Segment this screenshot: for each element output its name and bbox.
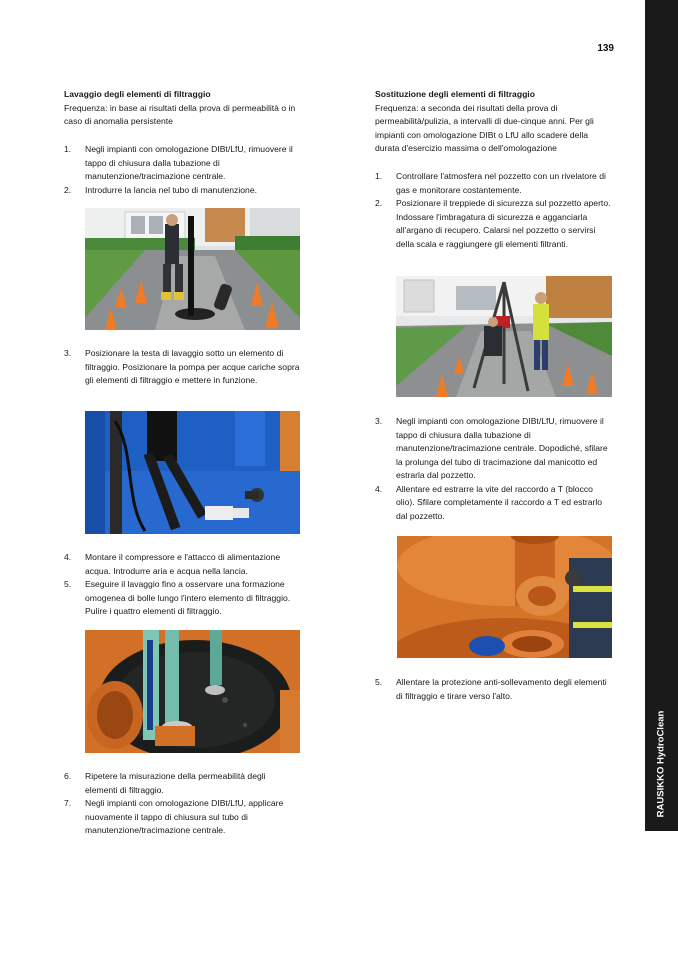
photo-flushing-elements [85, 630, 300, 753]
list-item: 3. Negli impianti con omologazione DIBt/LfU, rimuovere il tappo di chiusura dalla tubazione di manutenzione/tracimazione centrale. Dopodiché, sfilare la prolunga del tubo di tracimazione dal manicotto ed estrarla dal pozzetto. [375, 416, 608, 480]
side-tab-label: RAUSIKKO HydroClean [655, 710, 667, 818]
side-tab [645, 0, 678, 831]
list-item: 7. Negli impianti con omologazione DIBt/LfU, applicare nuovamente il tappo di chiusura sul tubo di manutenzione/tracimazione centrale. [64, 798, 284, 835]
left-frequency: Frequenza: in base ai risultati della prova di permeabilità o in caso di anomalia persistente [64, 102, 296, 126]
right-frequency: Frequenza: a seconda dei risultati della prova di permeabilità/pulizia, a intervalli di due-cinque anni. Per gli impianti con omologazione DIBt o LfU allo scadere della durata d'esercizio massima o dell'omologazione [375, 102, 594, 153]
left-steps-1-2 [64, 143, 300, 197]
list-item: 1. Controllare l'atmosfera nel pozzetto con un rivelatore di gas e monitorare costantemente. [375, 171, 606, 195]
list-item: 4. Montare il compressore e l'attacco di alimentazione acqua. Introdurre aria e acqua nella lancia. [64, 552, 281, 576]
left-steps-6-7 [64, 770, 300, 838]
list-item: 6. Ripetere la misurazione della permeabilità degli elementi di filtraggio. [64, 771, 266, 795]
right-column [375, 88, 613, 156]
left-step-3 [64, 347, 300, 388]
photo-lance-insertion [85, 208, 300, 330]
right-steps-1-2 [375, 170, 613, 251]
list-item: 3. Posizionare la testa di lavaggio sotto un elemento di filtraggio. Posizionare la pompa per acque cariche sopra gli elementi di filtraggio e mettere in funzione. [64, 348, 300, 385]
right-steps-3-4 [375, 415, 613, 523]
list-item: 1. Negli impianti con omologazione DIBt/LfU, rimuovere il tappo di chiusura dalla tubazione di manutenzione/tracimazione centrale. [64, 144, 293, 181]
left-column [64, 88, 300, 129]
list-item: 2. Posizionare il treppiede di sicurezza sul pozzetto aperto. Indossare l'imbragatura di sicurezza e agganciarla all'argano di recupero. Calarsi nel pozzetto o servirsi della scala e raggiungere gli elementi filtranti. [375, 198, 611, 249]
right-heading: Sostituzione degli elementi di filtraggio [375, 89, 535, 99]
list-item: 2. Introdurre la lancia nel tubo di manutenzione. [64, 184, 257, 195]
right-step-5 [375, 676, 613, 703]
list-item: 4. Allentare ed estrarre la vite del raccordo a T (blocco olio). Sfilare completamente il raccordo a T ed estrarlo dal pozzetto. [375, 483, 603, 521]
page-number: 139 [597, 43, 614, 54]
left-heading: Lavaggio degli elementi di filtraggio [64, 89, 211, 99]
list-item: 5. Eseguire il lavaggio fino a osservare una formazione omogenea di bolle lungo l'intero elemento di filtraggio. Pulire i quattro elementi di filtraggio. [64, 579, 291, 616]
left-steps-4-5 [64, 551, 300, 619]
photo-wash-head [85, 411, 300, 534]
list-item: 5. Allentare la protezione anti-sollevamento degli elementi di filtraggio e tirare verso l'alto. [375, 677, 607, 701]
photo-safety-tripod [396, 276, 612, 397]
photo-t-fitting [397, 536, 612, 658]
